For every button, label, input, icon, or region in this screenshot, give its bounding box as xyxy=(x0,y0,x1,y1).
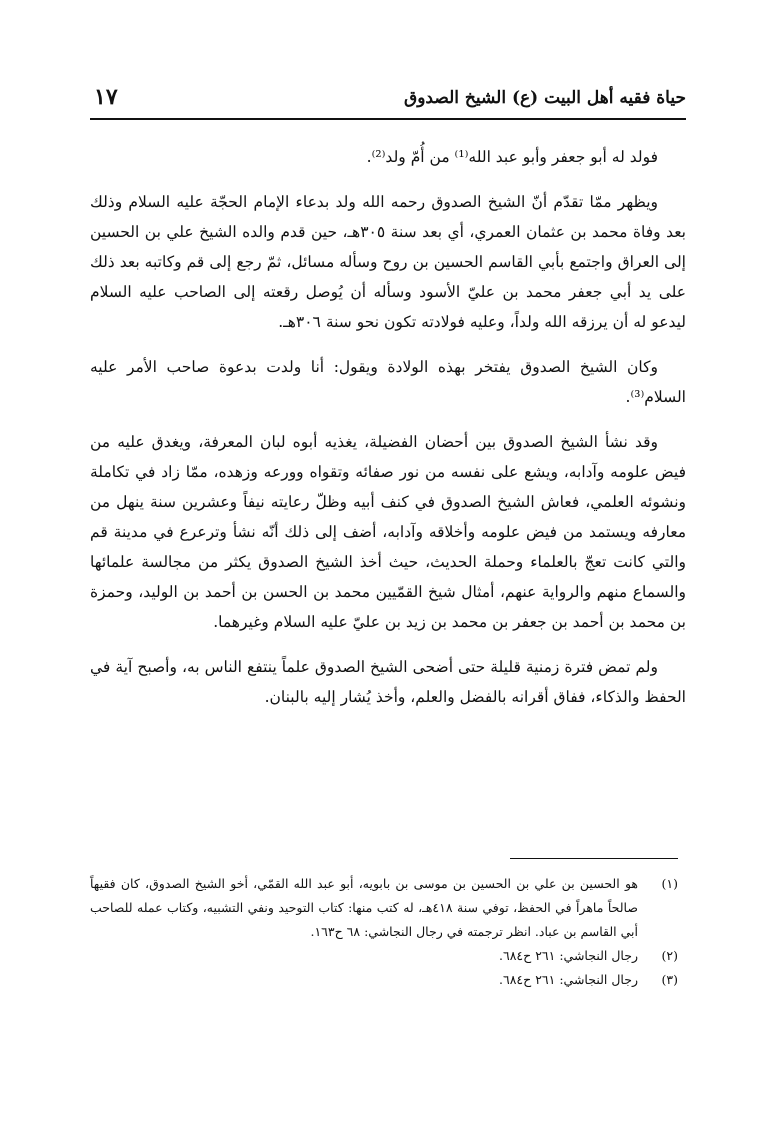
body-text xyxy=(90,142,686,712)
paragraph: وقد نشأ الشيخ الصدوق بين أحضان الفضيلة، يغذيه أبوه لبان المعرفة، ويغدق عليه من فيض علومه وآدابه، ويشع على نفسه من نور صفائه وتقواه وورعه وزهده، ممّا زاد في تكاملة ونشوئه العلمي، فعاش الشيخ الصدوق في كنف أبيه وظلّ رعايته نيفاً وعشرين سنة ينهل من معارفه ويستمد من فيض علومه وأخلاقه وآدابه، أضف إلى ذلك أنّه نشأ وترعرع في مدينة قم والتي كانت تعجّ بالعلماء وحملة الحديث، حيث أخذ الشيخ الصدوق يكثر من مجالسة علمائها والسماع منهم والرواية عنهم، أمثال شيخ القمّيين محمد بن الحسن بن أحمد بن الوليد، وحمزة بن محمد بن أحمد بن جعفر بن محمد بن زيد بن عليّ عليه السلام وغيرهما. xyxy=(90,433,686,631)
running-title: حياة فقيه أهل البيت (ع) الشيخ الصدوق xyxy=(404,88,686,108)
footnote xyxy=(90,944,678,968)
page xyxy=(90,82,686,727)
page-number: ١٧ xyxy=(94,84,118,110)
footnotes xyxy=(90,872,678,992)
footnote-text: رجال النجاشي: ٢٦١ ح٦٨٤. xyxy=(499,972,638,987)
footnote-text: رجال النجاشي: ٢٦١ ح٦٨٤. xyxy=(499,948,638,963)
paragraph: ولم تمض فترة زمنية قليلة حتى أضحى الشيخ الصدوق علماً ينتفع الناس به، وأصبح آية في الحفظ والذكاء، ففاق أقرانه بالفضل والعلم، وأخذ يُشار إليه بالبنان. xyxy=(90,658,686,706)
paragraph: وكان الشيخ الصدوق يفتخر بهذه الولادة ويقول: أنا ولدت بدعوة صاحب الأمر عليه السلام⁽³⁾. xyxy=(90,358,686,406)
footnote xyxy=(90,872,678,944)
page-header xyxy=(90,82,686,120)
footnote-mark: (٣) xyxy=(661,972,678,987)
footnote-mark: (٢) xyxy=(661,948,678,963)
footnote-separator xyxy=(510,858,678,859)
footnote-mark: (١) xyxy=(661,876,678,891)
paragraph: فولد له أبو جعفر وأبو عبد الله⁽¹⁾ من أُمّ ولد⁽²⁾. xyxy=(366,148,658,166)
paragraph: ويظهر ممّا تقدّم أنّ الشيخ الصدوق رحمه الله ولد بدعاء الإمام الحجّة عليه السلام وذلك بعد وفاة محمد بن عثمان العمري، أي بعد سنة ٣٠٥هـ، حين قدم والده الشيخ علي بن الحسين إلى العراق واجتمع بأبي القاسم الحسين بن روح وسأله مسائل، ثمّ رجع إلى قم وكاتبه بعد ذلك على يد أبي جعفر محمد بن عليّ الأسود وسأله أن يُوصل رقعته إلى الصاحب عليه السلام ليدعو له أن يرزقه الله ولداً، وعليه فولادته تكون نحو سنة ٣٠٦هـ. xyxy=(90,193,686,331)
footnote-text: هو الحسين بن علي بن الحسين بن موسى بن بابويه، أبو عبد الله القمّي، أخو الشيخ الصدوق، كان فقيهاً صالحاً ماهراً في الحفظ، توفي سنة ٤١٨هـ، له كتب منها: كتاب التوحيد ونفي التشبيه، وكتاب عمله للصاحب أبي القاسم بن عباد. انظر ترجمته في رجال النجاشي: ٦٨ ح١٦٣. xyxy=(90,876,638,939)
footnote xyxy=(90,968,678,992)
